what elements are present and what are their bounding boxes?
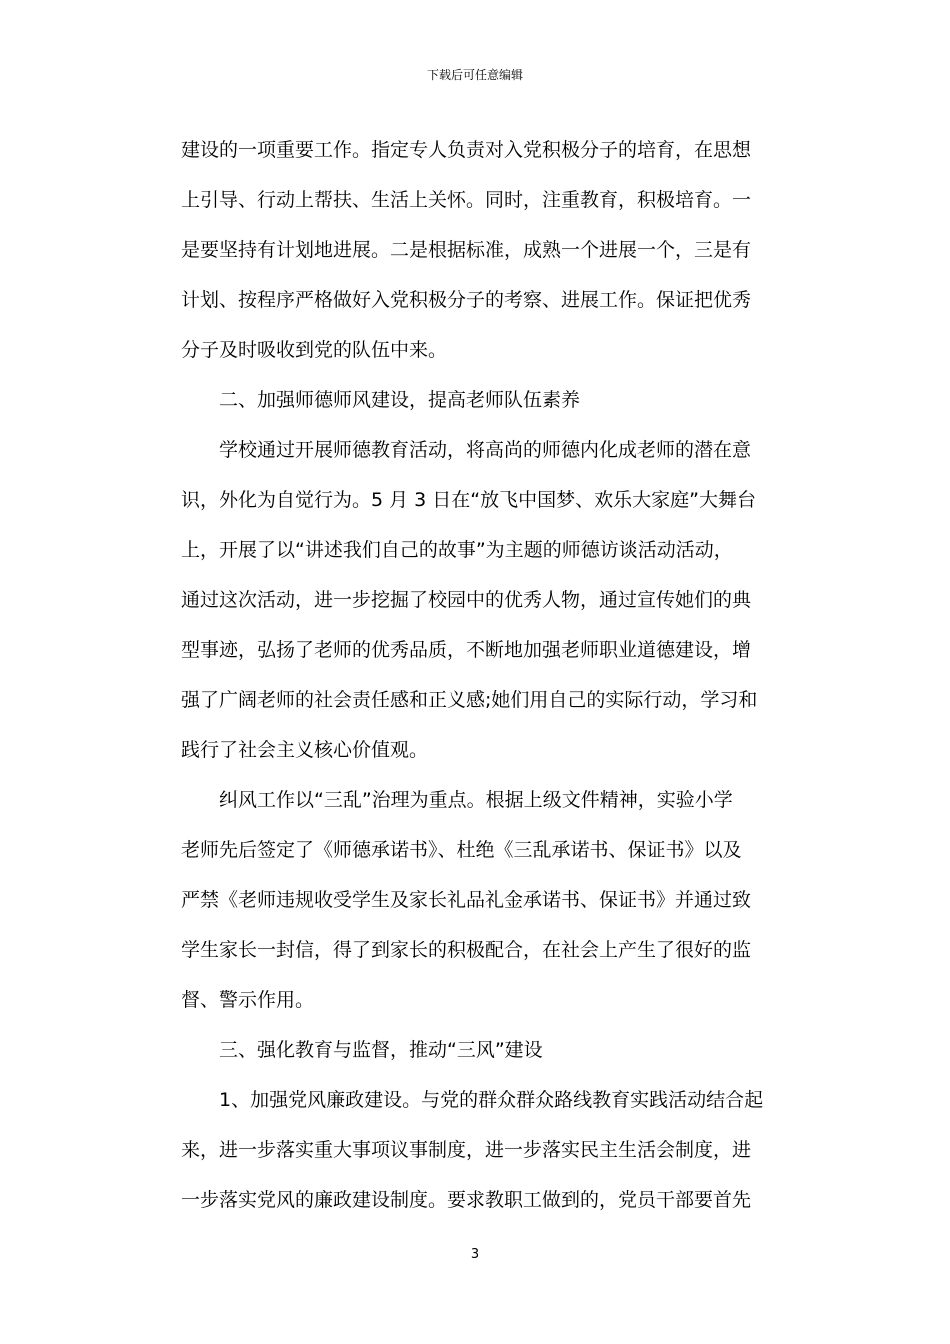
text-line: 建设的一项重要工作。指定专人负责对入党积极分子的培育，在思想 (181, 139, 752, 161)
text-line: 通过这次活动，进一步挖掘了校园中的优秀人物，通过宣传她们的典 (181, 589, 752, 611)
page-number: 3 (470, 1247, 480, 1262)
text-line: 1、加强党风廉政建设。与党的群众群众路线教育实践活动结合起 (219, 1089, 764, 1111)
text-line: 践行了社会主义核心价值观。 (181, 739, 429, 761)
text-line: 上，开展了以“讲述我们自己的故事”为主题的师德访谈活动活动， (181, 539, 733, 561)
text-line: 是要坚持有计划地进展。二是根据标准，成熟一个进展一个，三是有 (181, 239, 752, 261)
text-line: 老师先后签定了《师德承诺书》、杜绝《三乱承诺书、保证书》以及 (181, 839, 742, 861)
text-line: 分子及时吸收到党的队伍中来。 (181, 339, 448, 361)
document-body (181, 125, 771, 1225)
section-heading-2: 二、加强师德师风建设，提高老师队伍素养 (219, 389, 581, 411)
text-line: 学校通过开展师德教育活动，将高尚的师德内化成老师的潜在意 (219, 439, 752, 461)
text-line: 一步落实党风的廉政建设制度。要求教职工做到的，党员干部要首先 (181, 1189, 752, 1211)
text-line: 严禁《老师违规收受学生及家长礼品礼金承诺书、保证书》并通过致 (181, 889, 752, 911)
text-line: 型事迹，弘扬了老师的优秀品质，不断地加强老师职业道德建设，增 (181, 639, 752, 661)
text-line: 计划、按程序严格做好入党积极分子的考察、进展工作。保证把优秀 (181, 289, 752, 311)
text-line: 学生家长一封信，得了到家长的积极配合，在社会上产生了很好的监 (181, 939, 752, 961)
text-line: 来，进一步落实重大事项议事制度，进一步落实民主生活会制度，进 (181, 1139, 752, 1161)
text-line: 上引导、行动上帮扶、生活上关怀。同时，注重教育，积极培育。一 (181, 189, 752, 211)
text-line: 督、警示作用。 (181, 989, 315, 1011)
text-line: 识，外化为自觉行为。5 月 3 日在“放飞中国梦、欢乐大家庭”大舞台 (181, 489, 756, 511)
text-line: 强了广阔老师的社会责任感和正义感;她们用自己的实际行动，学习和 (181, 689, 758, 711)
page-header: 下载后可任意编辑 (426, 68, 523, 82)
section-heading-3: 三、强化教育与监督，推动“三风”建设 (219, 1039, 543, 1061)
text-line: 纠风工作以“三乱”治理为重点。根据上级文件精神，实验小学 (219, 789, 733, 811)
